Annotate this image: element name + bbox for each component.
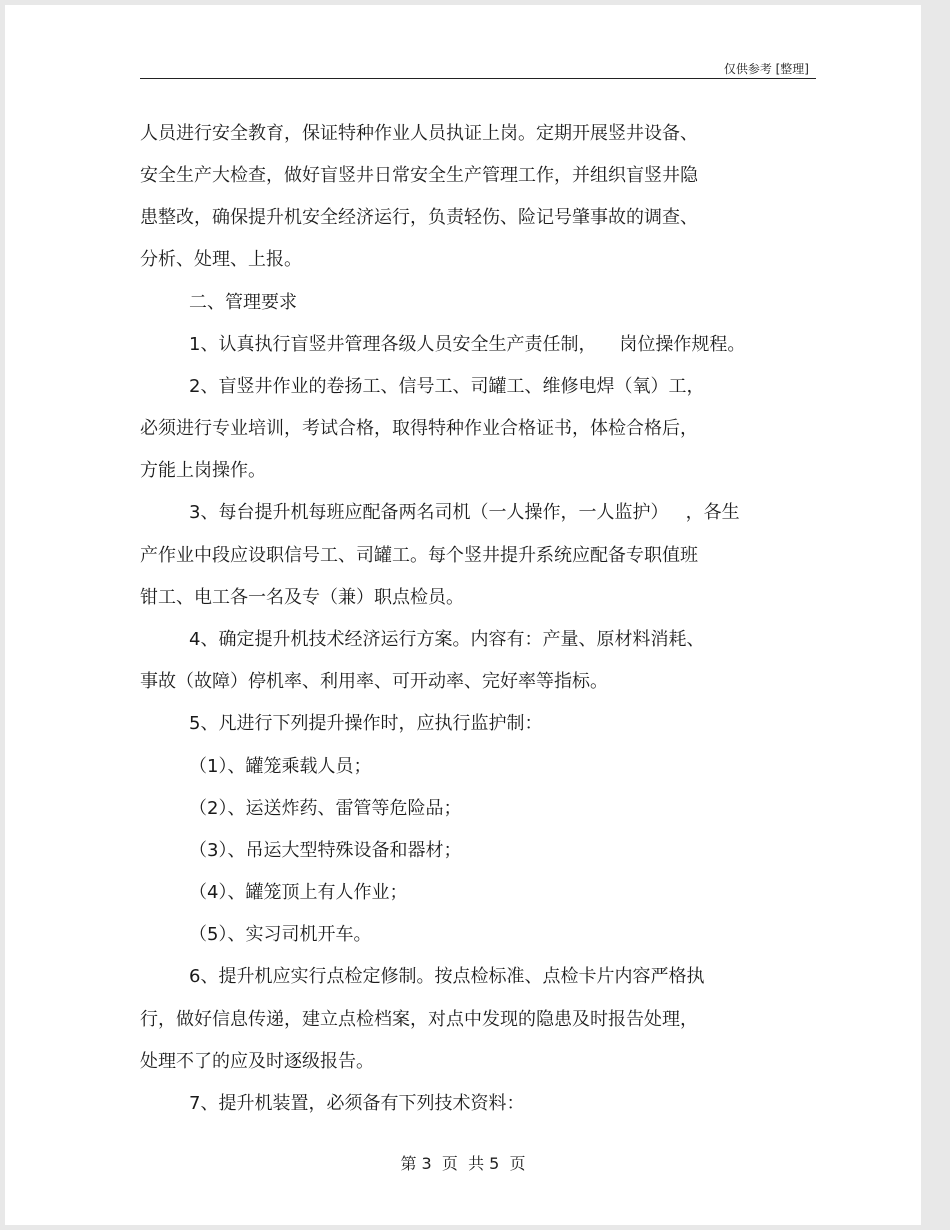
body-line: 处理不了的应及时逐级报告。 — [140, 1051, 374, 1072]
list-item: （3）、吊运大型特殊设备和器材； — [189, 840, 462, 861]
body-line: 必须进行专业培训，考试合格，取得特种作业合格证书，体检合格后， — [140, 418, 698, 439]
body-line: 2、盲竖井作业的卷扬工、信号工、司罐工、维修电焊（氧）工， — [189, 376, 705, 397]
body-line: 3、每台提升机每班应配备两名司机（一人操作，一人监护） ，各生 — [189, 502, 740, 523]
body-line: 钳工、电工各一名及专（兼）职点检员。 — [140, 587, 464, 608]
section-heading: 二、管理要求 — [189, 292, 297, 313]
body-line: 4、确定提升机技术经济运行方案。内容有：产量、原材料消耗、 — [189, 629, 705, 650]
list-item: （2）、运送炸药、雷管等危险品； — [189, 798, 462, 819]
body-line: 人员进行安全教育，保证特种作业人员执证上岗。定期开展竖井设备、 — [140, 123, 698, 144]
header-rule — [140, 78, 816, 79]
body-line: 分析、处理、上报。 — [140, 249, 302, 270]
header-label: 仅供参考 [整理] — [723, 62, 809, 76]
list-item: （1）、罐笼乘载人员； — [189, 756, 372, 777]
body-line: 患整改，确保提升机安全经济运行，负责轻伤、险记号肇事故的调查、 — [140, 207, 698, 228]
body-line: 事故（故障）停机率、利用率、可开动率、完好率等指标。 — [140, 671, 608, 692]
body-line: 5、凡进行下列提升操作时，应执行监护制： — [189, 713, 543, 734]
body-line: 方能上岗操作。 — [140, 460, 266, 481]
body-line: 1、认真执行盲竖井管理各级人员安全生产责任制， 岗位操作规程。 — [189, 334, 746, 355]
list-item: （4）、罐笼顶上有人作业； — [189, 882, 408, 903]
body-line: 7、提升机装置，必须备有下列技术资料： — [189, 1093, 525, 1114]
document-page — [5, 5, 921, 1225]
body-line: 安全生产大检查，做好盲竖井日常安全生产管理工作，并组织盲竖井隐 — [140, 165, 698, 186]
body-line: 产作业中段应设职信号工、司罐工。每个竖井提升系统应配备专职值班 — [140, 545, 698, 566]
body-line: 行，做好信息传递，建立点检档案，对点中发现的隐患及时报告处理， — [140, 1009, 698, 1030]
list-item: （5）、实习司机开车。 — [189, 924, 372, 945]
page-number-footer: 第 3 页 共 5 页 — [400, 1154, 526, 1173]
body-line: 6、提升机应实行点检定修制。按点检标准、点检卡片内容严格执 — [189, 966, 705, 987]
